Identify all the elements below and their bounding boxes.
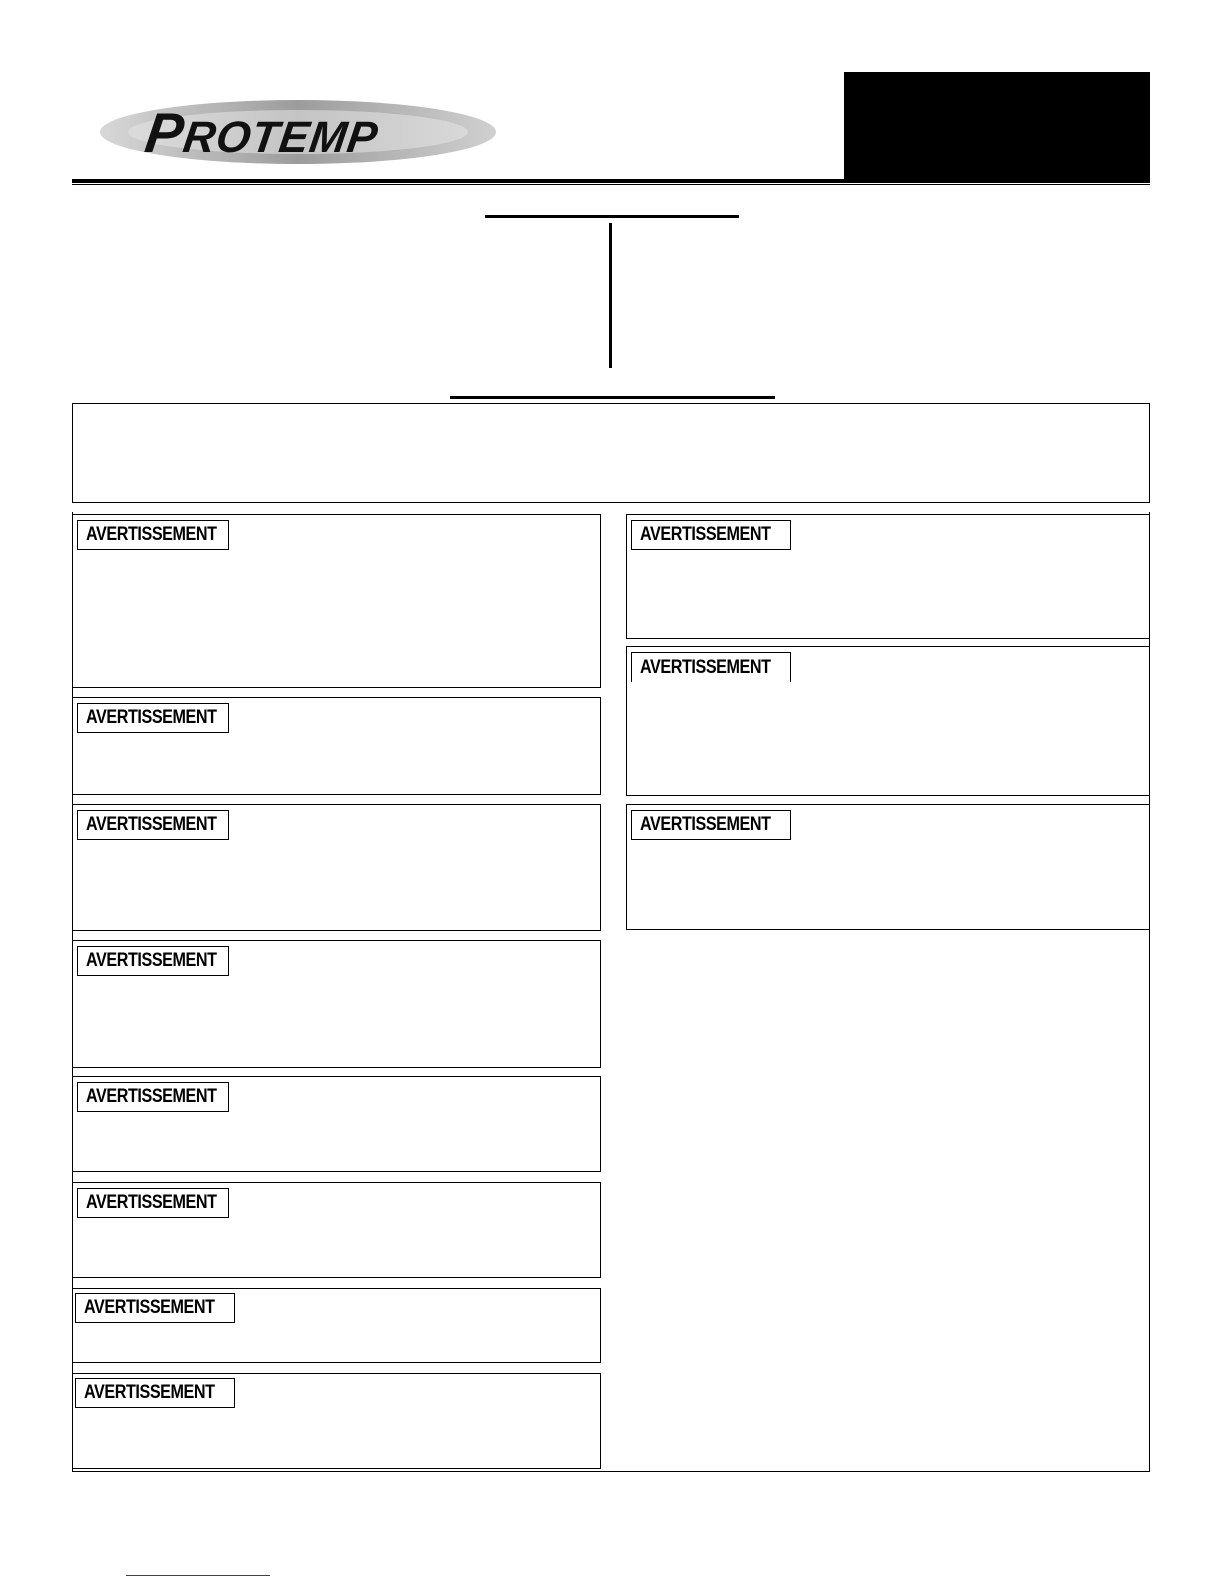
- warning-label: [631, 810, 791, 840]
- warning-box-left-1: [72, 514, 601, 688]
- header-rule-thin: [72, 184, 1150, 185]
- warning-label: [77, 946, 229, 976]
- warning-box-right-2: [626, 646, 1150, 796]
- warning-box-left-6: [72, 1182, 601, 1278]
- header-rule: [72, 179, 1150, 183]
- warning-label: [77, 1082, 229, 1112]
- logo-rest: ROTEMP: [180, 113, 382, 162]
- warning-label: [77, 703, 229, 733]
- header-black-tab: [844, 72, 1150, 180]
- warning-label-text: AVERTISSEMENT: [84, 1297, 215, 1318]
- warning-label: [77, 810, 229, 840]
- brand-logo: [98, 96, 498, 168]
- warning-box-left-7: [72, 1288, 601, 1363]
- warning-label-text: AVERTISSEMENT: [640, 814, 771, 835]
- warning-box-left-2: [72, 697, 601, 795]
- warning-box-right-1: [626, 514, 1150, 639]
- warning-label-text: AVERTISSEMENT: [86, 814, 217, 835]
- warning-label-text: AVERTISSEMENT: [86, 1192, 217, 1213]
- warning-box-left-8: [72, 1373, 601, 1469]
- warning-label-text: AVERTISSEMENT: [86, 950, 217, 971]
- warning-label: [631, 652, 791, 682]
- warning-box-left-4: [72, 940, 601, 1068]
- warning-label-text: AVERTISSEMENT: [86, 707, 217, 728]
- title-rule-bottom: [450, 396, 775, 399]
- warning-label-text: AVERTISSEMENT: [86, 524, 217, 545]
- logo-wordmark: [141, 100, 383, 165]
- footer-link-underline: [126, 1575, 270, 1576]
- warning-label-text: AVERTISSEMENT: [640, 524, 771, 545]
- warning-box-right-3: [626, 804, 1150, 930]
- warning-label-text: AVERTISSEMENT: [86, 1086, 217, 1107]
- warning-label: [77, 520, 229, 550]
- warning-label-text: AVERTISSEMENT: [640, 656, 771, 678]
- warning-box-left-5: [72, 1076, 601, 1172]
- intro-box: [72, 403, 1150, 503]
- warning-label-text: AVERTISSEMENT: [84, 1382, 215, 1403]
- warning-label: [631, 520, 791, 550]
- warning-label: [77, 1188, 229, 1218]
- warning-box-left-3: [72, 804, 601, 931]
- title-rule-top: [485, 215, 739, 218]
- logo-initial: P: [141, 101, 189, 164]
- warning-label: [75, 1293, 235, 1323]
- title-center-divider: [609, 223, 612, 368]
- warning-label: [75, 1378, 235, 1408]
